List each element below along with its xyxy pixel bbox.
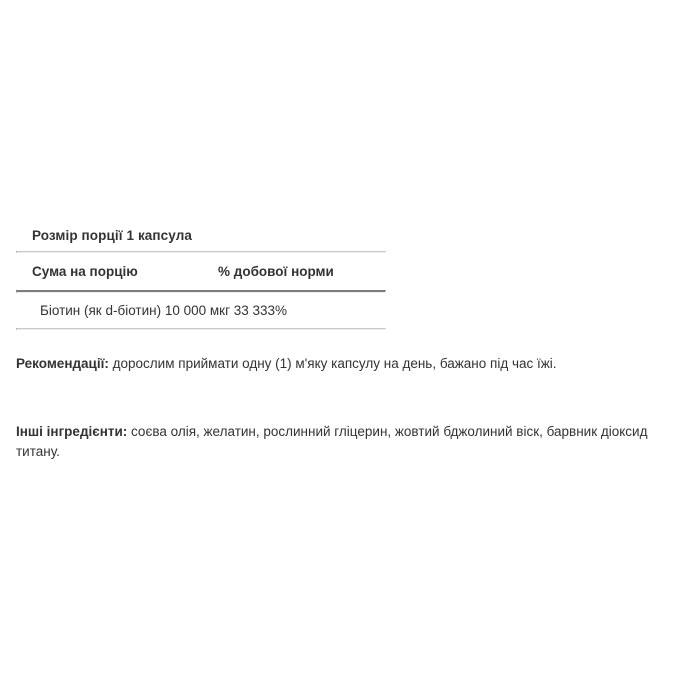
supplement-facts-panel bbox=[16, 228, 684, 330]
other-ingredients-text: соєва олія, желатин, рослинний гліцерин, жовтий бджолиний віск, барвник діоксид титану. bbox=[16, 424, 648, 459]
directions-block bbox=[16, 354, 676, 374]
other-ingredients-block bbox=[16, 422, 676, 462]
directions-text: дорослим приймати одну (1) м'яку капсулу на день, бажано під час їжі. bbox=[108, 356, 557, 371]
table-row: Біотин (як d-біотин) 10 000 мкг 33 333% bbox=[40, 303, 288, 318]
panel-header-row bbox=[16, 253, 684, 290]
directions-label: Рекомендації: bbox=[16, 356, 109, 371]
daily-value-label: % добової норми bbox=[218, 264, 334, 279]
panel-divider-bottom bbox=[16, 328, 386, 330]
other-ingredients-label: Інші інгредієнти: bbox=[16, 424, 128, 439]
amount-per-serving-label: Сума на порцію bbox=[32, 264, 138, 279]
serving-size-text: Розмір порції 1 капсула bbox=[32, 228, 192, 243]
